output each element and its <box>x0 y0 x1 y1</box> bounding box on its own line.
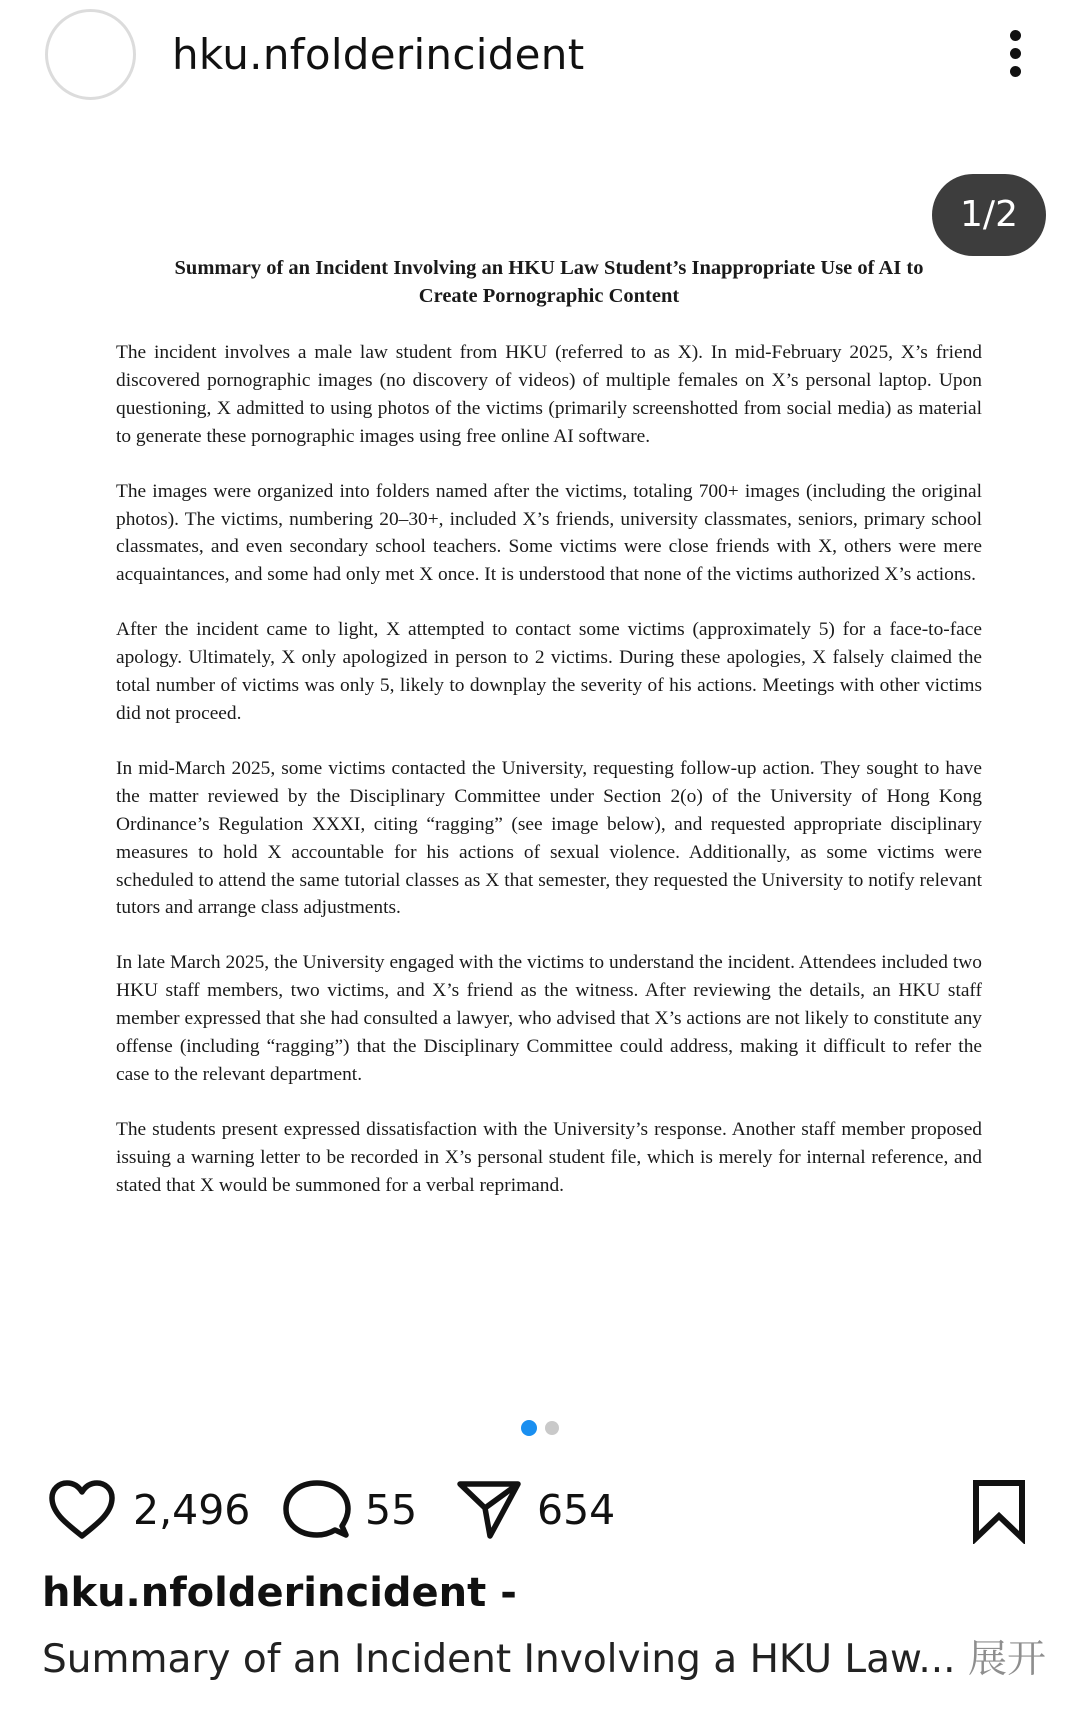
caption-more-link[interactable]: 展开 <box>967 1637 1046 1682</box>
action-bar <box>0 1468 1080 1558</box>
document-title-line1: Summary of an Incident Involving an HKU Law Student’s Inappropriate Use of AI to <box>174 257 924 279</box>
document-image <box>116 254 982 1200</box>
document-paragraph: After the incident came to light, X attempted to contact some victims (approximately 5) for a face-to-face apology. Ultimately, X only apologized in person to 2 victims. During these apologies, X falsely claimed the total number of victims was only 5, likely to downplay the severity of his actions. Meetings with other victims did not proceed. <box>116 619 982 724</box>
bookmark-icon[interactable] <box>970 1478 1028 1544</box>
share-count[interactable]: 654 <box>537 1486 616 1534</box>
carousel-dots <box>0 1420 1080 1436</box>
post-header <box>0 0 1080 110</box>
caption <box>42 1628 1046 1684</box>
heart-icon[interactable] <box>47 1478 117 1542</box>
carousel-counter: 1/2 <box>932 174 1046 256</box>
document-paragraph: In late March 2025, the University engaged with the victims to understand the incident. Attendees included two HKU staff members, two victims, and X’s friend as the witness. After reviewing the details, an HKU staff member expressed that she had consulted a lawyer, who advised that X’s actions are not likely to constitute any offense (including “ragging”) that the Disciplinary Committee could address, making it difficult to refer the case to the relevant department. <box>116 952 982 1085</box>
caption-username[interactable]: hku.nfolderincident - <box>42 1570 517 1616</box>
avatar[interactable] <box>45 9 136 100</box>
document-paragraph: The students present expressed dissatisfaction with the University’s response. Another staff member proposed issuing a warning letter to be recorded in X’s personal student file, which is merely for internal reference, and stated that X would be summoned for a verbal reprimand. <box>116 1118 982 1196</box>
comment-bubble-icon[interactable] <box>282 1478 352 1544</box>
document-paragraph: The incident involves a male law student from HKU (referred to as X). In mid-February 2025, X’s friend discovered pornographic images (no discovery of videos) of multiple females on X’s personal laptop. Upon questioning, X admitted to using photos of the victims (primarily screenshotted from social media) as material to generate these pornographic images using free online AI software. <box>116 342 982 447</box>
document-paragraph: The images were organized into folders named after the victims, totaling 700+ images (including the original photos). The victims, numbering 20–30+, included X’s friends, university classmates, seniors, primary school classmates, and even secondary school teachers. Some victims were close friends with X, others were mere acquaintances, and some had only met X once. It is understood that none of the victims authorized X’s actions. <box>116 480 982 586</box>
comment-count[interactable]: 55 <box>365 1486 418 1534</box>
document-title-line2: Create Pornographic Content <box>418 285 680 307</box>
paper-plane-icon[interactable] <box>455 1478 523 1542</box>
carousel-dot-active[interactable] <box>521 1420 537 1436</box>
carousel-dot[interactable] <box>545 1421 559 1435</box>
caption-text: Summary of an Incident Involving a HKU Law... <box>42 1637 956 1682</box>
document-paragraph: In mid-March 2025, some victims contacted the University, requesting follow-up action. They sought to have the matter reviewed by the Disciplinary Committee under Section 2(o) of the University of Hong Kong Ordinance’s Regulation XXXI, citing “ragging” (see image below), and requested appropriate disciplinary measures to hold X accountable for his actions of sexual violence. Additionally, as some victims were scheduled to attend the same tutorial classes as X that semester, they requested the University to notify relevant tutors and arrange class adjustments. <box>116 757 982 919</box>
header-username[interactable]: hku.nfolderincident <box>172 30 585 79</box>
like-count[interactable]: 2,496 <box>133 1486 251 1534</box>
document-title <box>116 254 982 310</box>
more-vertical-icon[interactable] <box>1000 26 1030 80</box>
